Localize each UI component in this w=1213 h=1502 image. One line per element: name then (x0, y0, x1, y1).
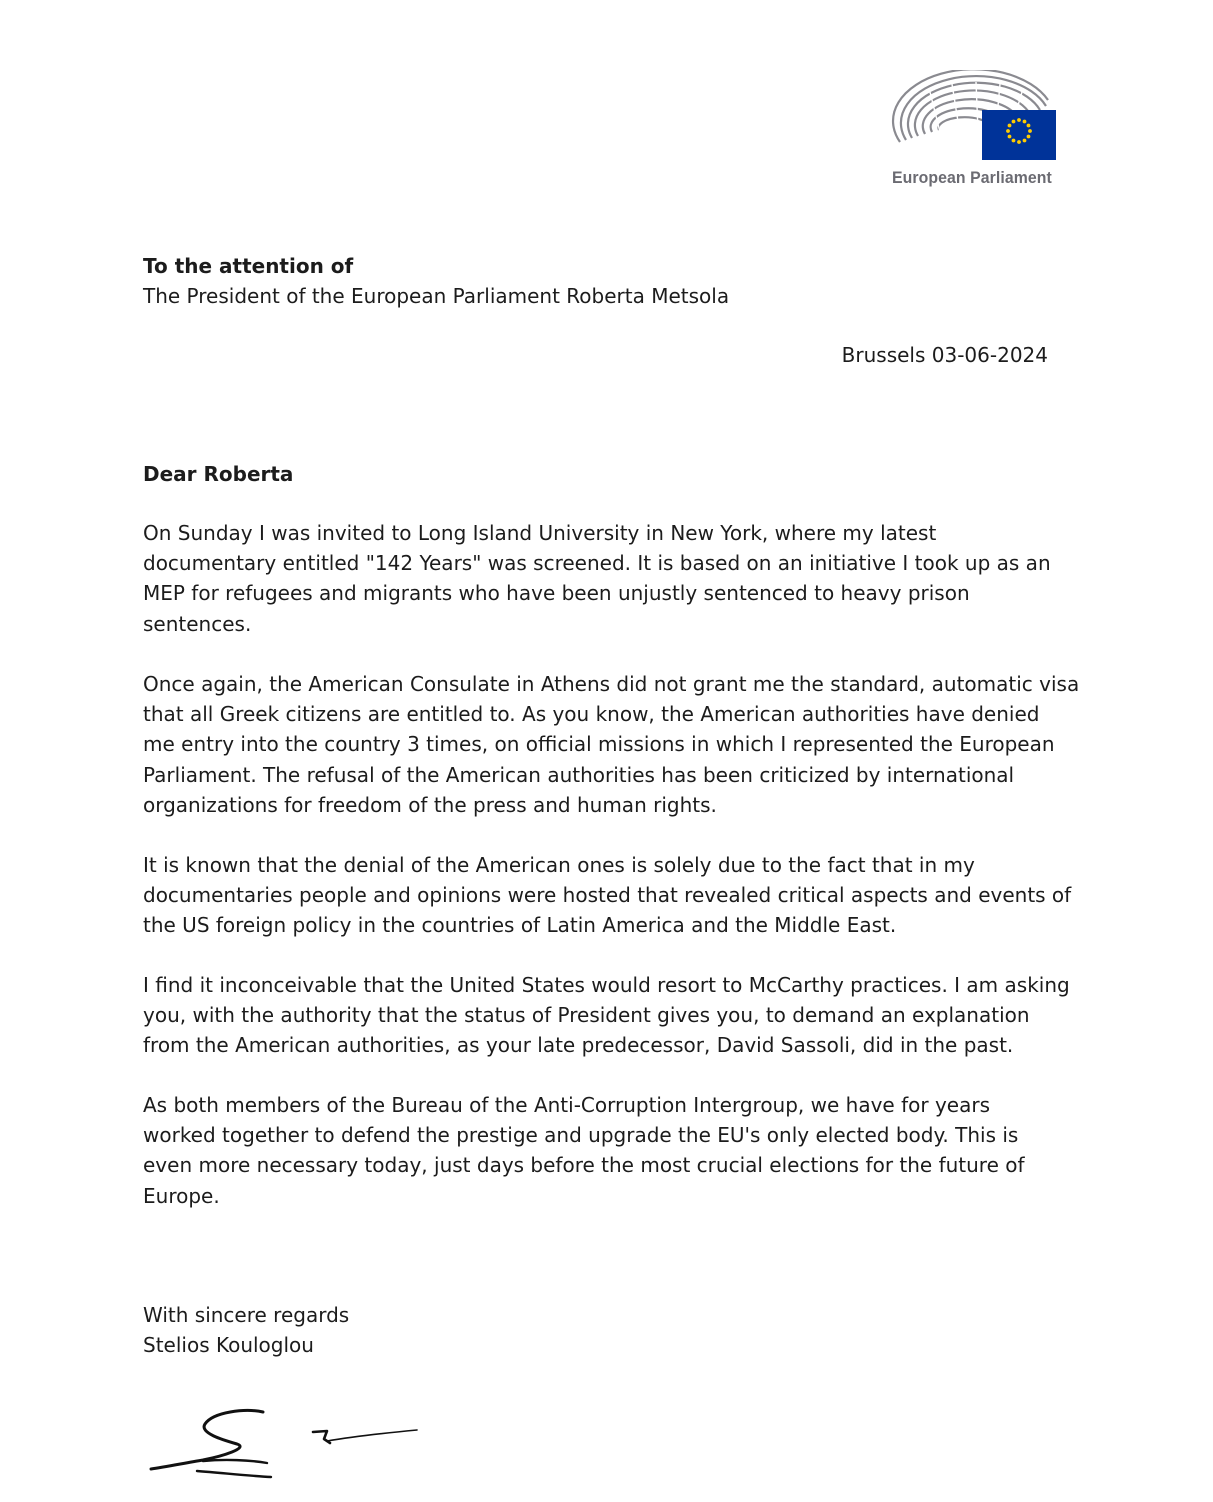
paragraph-line: As both members of the Bureau of the Anti-Corruption Intergroup, we have for years (143, 1093, 990, 1117)
paragraph-line: organizations for freedom of the press and human rights. (143, 792, 717, 817)
paragraph-line: sentences. (143, 611, 252, 636)
paragraph-line: On Sunday I was invited to Long Island University in New York, where my latest (143, 521, 937, 545)
paragraph-line: I find it inconceivable that the United States would resort to McCarthy practices. I am asking (143, 973, 1070, 997)
paragraph-line: you, with the authority that the status of President gives you, to demand an explanation (143, 1003, 1030, 1028)
eu-flag (982, 110, 1056, 160)
paragraph-line: worked together to defend the prestige and upgrade the EU's only elected body. This is (143, 1123, 1019, 1148)
body-paragraph (143, 518, 1103, 639)
paragraph-line: documentary entitled "142 Years" was screened. It is based on an initiative I took up as an (143, 551, 1051, 576)
attention-heading: To the attention of (143, 254, 354, 278)
paragraph-line: from the American authorities, as your late predecessor, David Sassoli, did in the past. (143, 1033, 1014, 1058)
logo-wordmark: European Parliament (892, 168, 1052, 187)
body-paragraph (143, 970, 1103, 1061)
paragraph-line: documentaries people and opinions were hosted that revealed critical aspects and events of (143, 883, 1072, 908)
paragraph-line: It is known that the denial of the American ones is solely due to the fact that in my (143, 853, 975, 877)
place-date: Brussels 03-06-2024 (841, 343, 1048, 367)
signer-name: Stelios Kouloglou (143, 1333, 314, 1357)
handwritten-signature (145, 1400, 425, 1490)
parliament-hemicycle-icon (890, 70, 1060, 165)
european-parliament-logo (890, 70, 1065, 195)
paragraph-line: Parliament. The refusal of the American authorities has been criticized by international (143, 762, 1015, 787)
body-paragraph (143, 1090, 1103, 1211)
paragraph-line: even more necessary today, just days before the most crucial elections for the future of (143, 1153, 1025, 1178)
paragraph-line: Once again, the American Consulate in Athens did not grant me the standard, automatic visa (143, 672, 1080, 696)
body-paragraph (143, 850, 1103, 941)
paragraph-line: Europe. (143, 1183, 220, 1208)
body-paragraph (143, 669, 1103, 820)
recipient-name: The President of the European Parliament Roberta Metsola (143, 284, 730, 308)
paragraph-line: MEP for refugees and migrants who have been unjustly sentenced to heavy prison (143, 581, 970, 606)
paragraph-line: me entry into the country 3 times, on official missions in which I represented the European (143, 732, 1055, 757)
paragraph-line: that all Greek citizens are entitled to. As you know, the American authorities have denied (143, 702, 1040, 727)
closing-line: With sincere regards (143, 1303, 350, 1327)
paragraph-line: the US foreign policy in the countries of Latin America and the Middle East. (143, 913, 897, 938)
salutation: Dear Roberta (143, 462, 294, 486)
